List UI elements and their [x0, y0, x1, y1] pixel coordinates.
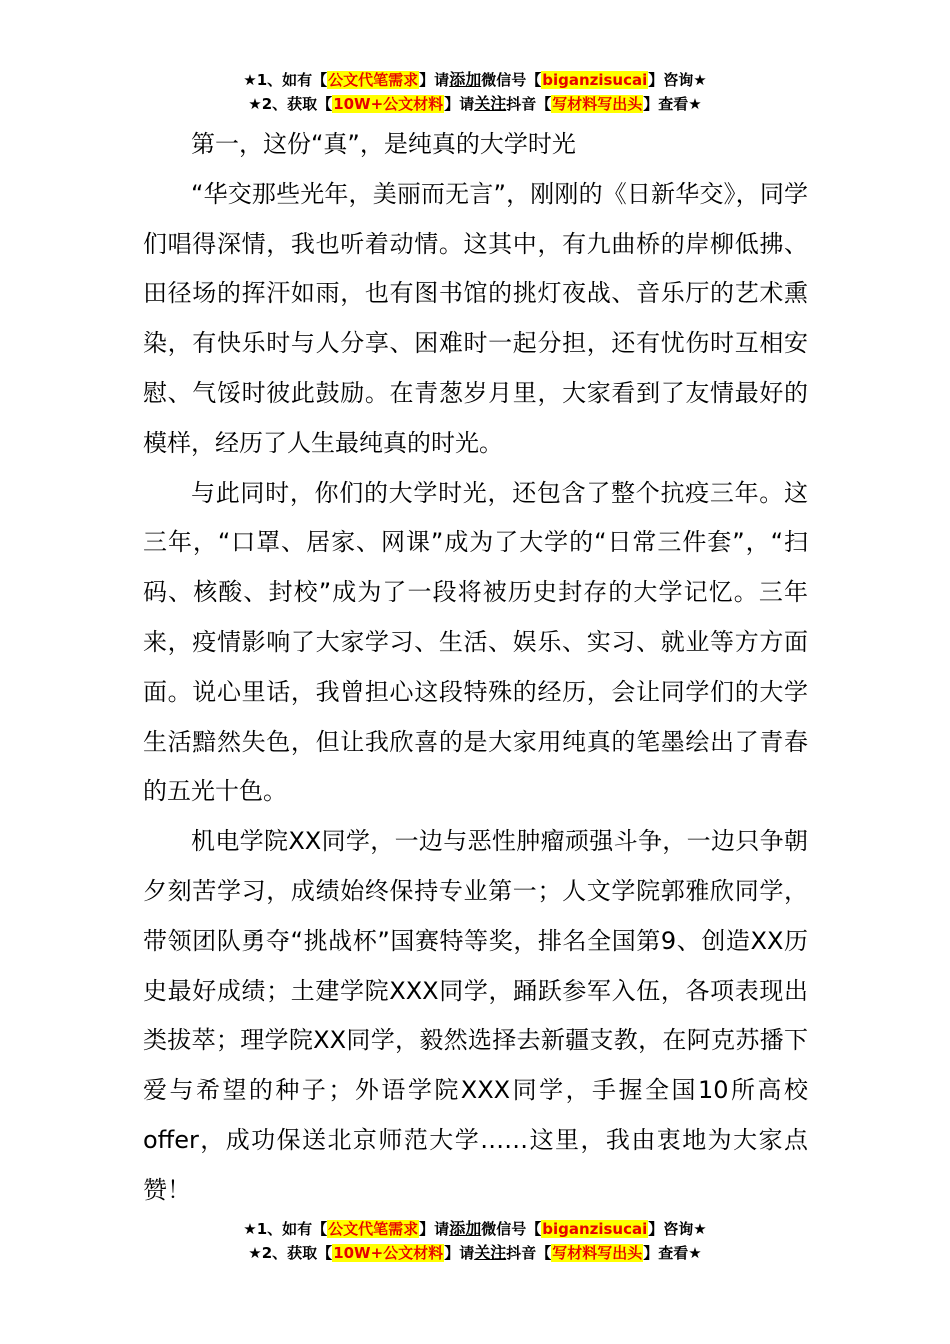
banner-text: 】请	[419, 71, 450, 89]
header-banner	[0, 68, 950, 116]
banner-text: 】查看★	[643, 95, 702, 113]
banner-line-1	[0, 1217, 950, 1241]
footer-banner	[0, 1217, 950, 1265]
banner-text: ★2、获取【	[248, 95, 333, 113]
banner-text: ★2、获取【	[248, 1244, 333, 1262]
banner-highlight: biganzisucai	[542, 71, 648, 89]
banner-highlight: 公文代笔需求	[328, 1220, 419, 1238]
banner-text: 抖音【	[506, 1244, 552, 1262]
document-body	[143, 120, 808, 1216]
banner-text: 】咨询★	[648, 71, 707, 89]
banner-emphasis: 关注	[474, 94, 507, 113]
banner-text: 】咨询★	[648, 1220, 707, 1238]
banner-highlight: 写材料写出头	[552, 1244, 643, 1262]
section-heading: 第一，这份“真”，是纯真的大学时光	[191, 130, 576, 158]
banner-line-2	[0, 1241, 950, 1265]
body-paragraph: “华交那些光年，美丽而无言”，刚刚的《日新华交》，同学们唱得深情，我也听着动情。这其中，有九曲桥的岸柳低拂、田径场的挥汗如雨，也有图书馆的挑灯夜战、音乐厅的艺术熏染，有快乐时与人分享、困难时一起分担，还有忧伤时互相安慰、气馁时彼此鼓励。在青葱岁月里，大家看到了友情最好的模样，经历了人生最纯真的时光。	[143, 179, 808, 457]
banner-text: ★1、如有【	[243, 71, 328, 89]
banner-text: 微信号【	[481, 71, 542, 89]
banner-highlight: 公文代笔需求	[328, 71, 419, 89]
banner-line-1	[0, 68, 950, 92]
banner-highlight: 10W+公文材料	[333, 95, 444, 113]
banner-text: 】请	[419, 1220, 450, 1238]
banner-emphasis: 关注	[474, 1243, 507, 1262]
banner-text: 抖音【	[506, 95, 552, 113]
banner-text: ★1、如有【	[243, 1220, 328, 1238]
body-paragraph: 机电学院XX同学，一边与恶性肿瘤顽强斗争，一边只争朝夕刻苦学习，成绩始终保持专业第一；人文学院郭雅欣同学，带领团队勇夺“挑战杯”国赛特等奖，排名全国第9、创造XX历史最好成绩；土建学院XXX同学，踊跃参军入伍，各项表现出类拔萃；理学院XX同学，毅然选择去新疆支教，在阿克苏播下爱与希望的种子；外语学院XXX同学，手握全国10所高校offer，成功保送北京师范大学……这里，我由衷地为大家点赞！	[143, 827, 808, 1204]
banner-emphasis: 添加	[449, 70, 482, 89]
banner-text: 】查看★	[643, 1244, 702, 1262]
banner-text: 】请	[444, 1244, 475, 1262]
banner-highlight: 写材料写出头	[552, 95, 643, 113]
body-paragraph: 与此同时，你们的大学时光，还包含了整个抗疫三年。这三年，“口罩、居家、网课”成为了大学的“日常三件套”，“扫码、核酸、封校”成为了一段将被历史封存的大学记忆。三年来，疫情影响了大家学习、生活、娱乐、实习、就业等方方面面。说心里话，我曾担心这段特殊的经历，会让同学们的大学生活黯然失色，但让我欣喜的是大家用纯真的笔墨绘出了青春的五光十色。	[143, 478, 808, 806]
banner-text: 】请	[444, 95, 475, 113]
banner-highlight: 10W+公文材料	[333, 1244, 444, 1262]
banner-line-2	[0, 92, 950, 116]
banner-emphasis: 添加	[449, 1219, 482, 1238]
banner-text: 微信号【	[481, 1220, 542, 1238]
banner-highlight: biganzisucai	[542, 1220, 648, 1238]
